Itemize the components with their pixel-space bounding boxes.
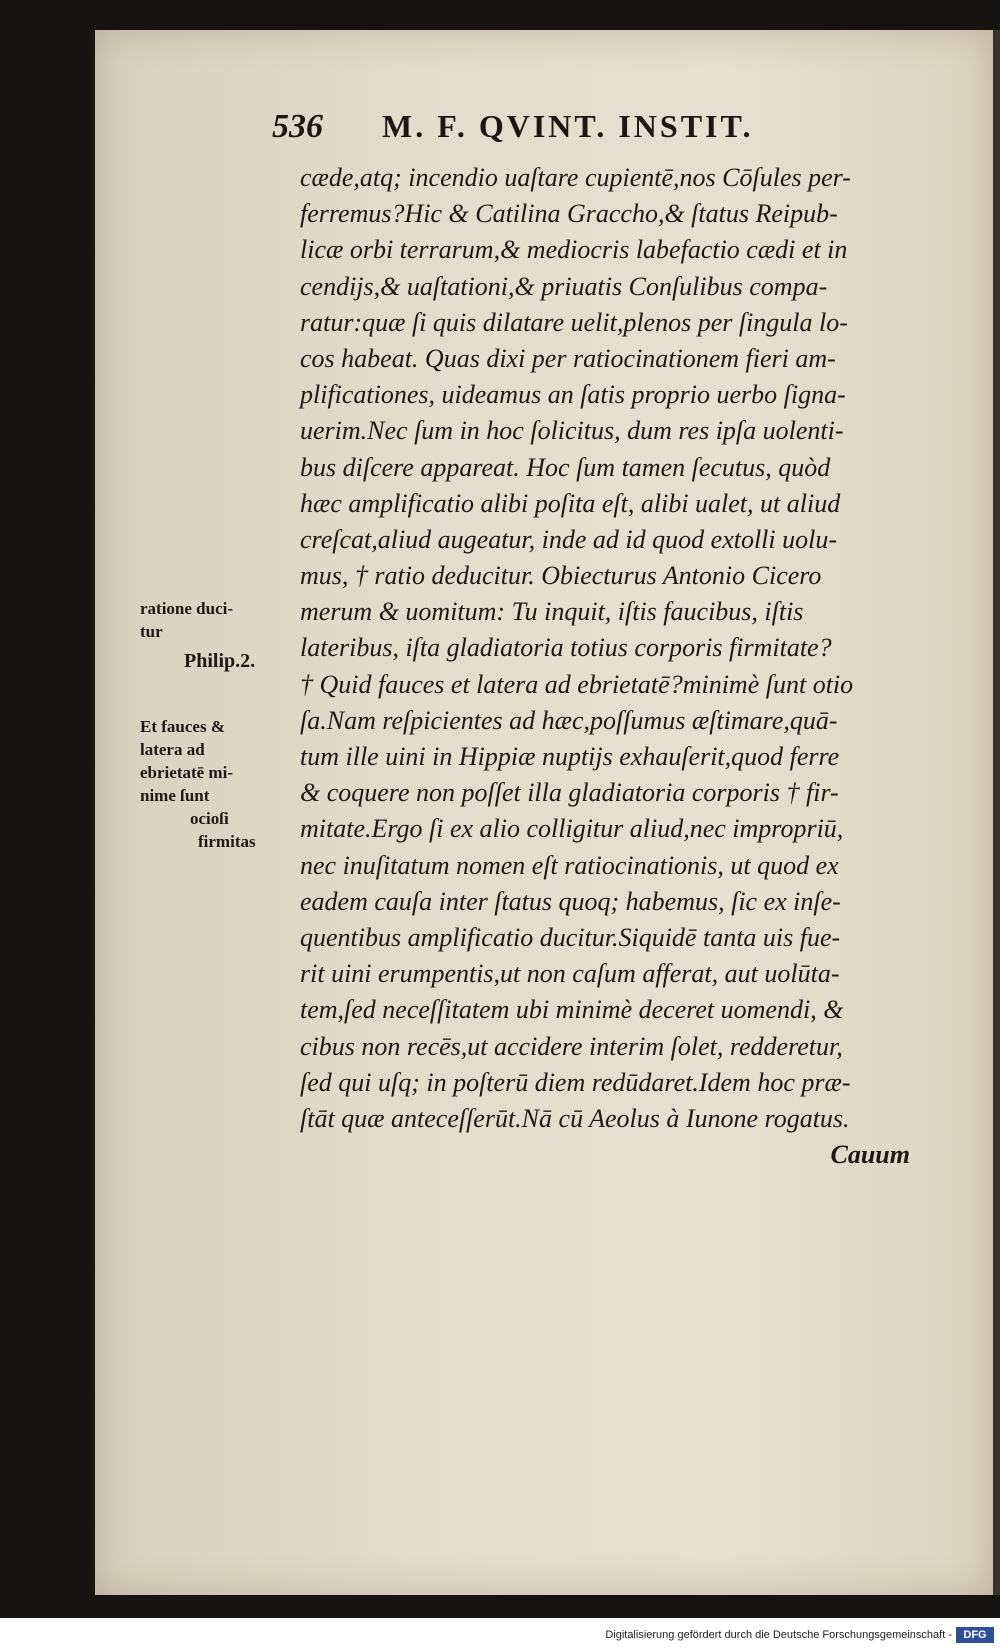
text-line: merum & uomitum: Tu inquit, iſtis faucibus, iſtis — [300, 597, 804, 627]
text-line: rit uini erumpentis,ut non caſum afferat, aut uolūta- — [300, 959, 840, 989]
dfg-logo: DFG — [956, 1627, 994, 1643]
funding-credit: Digitalisierung gefördert durch die Deutsche Forschungsgemeinschaft - — [605, 1629, 952, 1641]
text-line: mitate.Ergo ſi ex alio colligitur aliud,nec impropriū, — [300, 814, 844, 844]
margin-note-philip: Philip.2. — [184, 650, 256, 672]
text-line: cos habeat. Quas dixi per ratiocinationem fieri am- — [300, 343, 836, 373]
text-line: eadem cauſa inter ſtatus quoq; habemus, ſic ex inſe- — [300, 886, 841, 916]
margin-note-ratione — [140, 597, 233, 643]
text-line: & coquere non poſſet illa gladiatoria corporis † fir- — [300, 778, 839, 808]
margin-note-line: tur — [140, 622, 163, 641]
main-text-block — [300, 160, 950, 1173]
text-line: creſcat,aliud augeatur, inde ad id quod extolli uolu- — [300, 524, 838, 554]
text-line: quentibus amplificatio ducitur.Siquidē tanta uis fue- — [300, 922, 841, 952]
page-header — [272, 108, 902, 154]
text-line: cæde,atq; incendio uaſtare cupientē,nos Cōſules per- — [300, 163, 851, 192]
text-line: lateribus, iſta gladiatoria totius corporis firmitate? — [300, 633, 832, 663]
margin-note-line: ocioſi — [190, 809, 229, 828]
margin-note-line: firmitas — [198, 832, 256, 851]
margin-note-fauces — [140, 715, 256, 853]
text-line: ratur:quæ ſi quis dilatare uelit,plenos per ſingula lo- — [300, 307, 848, 337]
text-line: ſa.Nam reſpicientes ad hæc,poſſumus æſtimare,quā- — [300, 705, 838, 735]
text-line: licæ orbi terrarum,& mediocris labefactio cædi et in — [300, 235, 848, 265]
text-line: ferremus?Hic & Catilina Graccho,& ſtatus Reipub- — [300, 199, 838, 229]
margin-note-line: Et fauces & — [140, 717, 225, 736]
text-line: mus, † ratio deducitur. Obiecturus Antonio Cicero — [300, 561, 822, 591]
margin-note-line: ratione duci- — [140, 599, 234, 618]
page-edge — [993, 30, 1000, 1595]
margin-note-line: ebrietatē mi- — [140, 763, 233, 782]
text-line: tem,ſed neceſſitatem ubi minimè deceret uomendi, & — [300, 995, 844, 1025]
text-line: uerim.Nec ſum in hoc ſolicitus, dum res ipſa uolenti- — [300, 416, 844, 446]
text-line: ſed qui uſq; in poſterū diem redūdaret.Idem hoc præ- — [300, 1067, 851, 1097]
digitization-footer — [0, 1618, 1000, 1651]
text-line: cendijs,& uaſtationi,& priuatis Conſulibus compa- — [300, 271, 828, 301]
running-title: M. F. QVINT. INSTIT. — [382, 108, 754, 144]
text-line: nec inuſitatum nomen eſt ratiocinationis, ut quod ex — [300, 850, 839, 880]
text-line: bus diſcere appareat. Hoc ſum tamen ſecutus, quòd — [300, 452, 831, 482]
margin-note-line: nime ſunt — [140, 786, 210, 805]
catchword: Cauum — [830, 1140, 910, 1170]
text-line: plificationes, uideamus an ſatis proprio uerbo ſigna- — [300, 380, 846, 410]
text-line: cibus non recēs,ut accidere interim ſolet, redderetur, — [300, 1031, 843, 1061]
text-line: ſtāt quæ anteceſſerūt.Nā cū Aeolus à Iunone rogatus. — [300, 1103, 850, 1133]
page-number: 536 — [272, 108, 323, 145]
text-line: hæc amplificatio alibi poſita eſt, alibi ualet, ut aliud — [300, 488, 841, 518]
text-line: † Quid fauces et latera ad ebrietatē?minimè ſunt otio — [300, 669, 854, 699]
text-line: tum ille uini in Hippiæ nuptijs exhauſerit,quod ferre — [300, 742, 840, 771]
margin-note-line: latera ad — [140, 740, 205, 759]
